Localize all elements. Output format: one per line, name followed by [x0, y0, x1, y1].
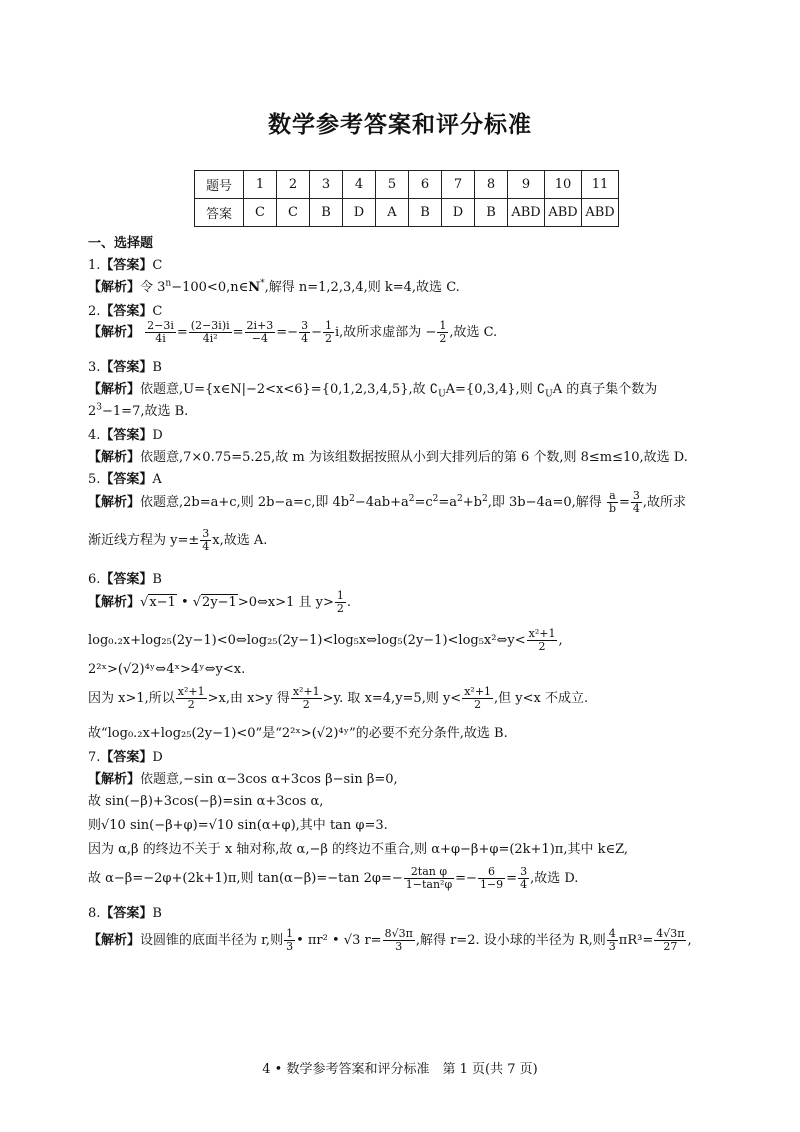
table-row [195, 171, 619, 199]
table-row [195, 199, 619, 227]
question-number: 11 [582, 171, 619, 199]
answer-cell: B [310, 199, 343, 227]
question-number: 5 [376, 171, 409, 199]
question-3-analysis-cont: $2^3-1=7$,故选 B. [88, 402, 189, 419]
section-heading: 一、选择题 [88, 236, 154, 251]
question-1-analysis: 【解析】令 $3^n-100<0,n\in N^*$,解得 n=1,2,3,4,则 k=4,故选 C. [88, 278, 460, 295]
question-3-answer: 3.【答案】B [88, 360, 162, 375]
question-number: 8 [475, 171, 508, 199]
question-7-line-3: 则√10 sin(−β+φ)=√10 sin(α+φ),其中 tan φ=3. [88, 818, 388, 833]
answer-cell: D [442, 199, 475, 227]
question-7-line-4: 因为 α,β 的终边不关于 x 轴对称,故 α,−β 的终边不重合,则 α+φ−β+φ=(2k+1)π,其中 k∈Z, [88, 842, 629, 857]
question-5-analysis-cont: 渐近线方程为 y=± $\frac{3}{4}$ x,故选 A. [88, 527, 268, 554]
question-number: 3 [310, 171, 343, 199]
answer-table [194, 170, 619, 227]
question-7-line-2: 故 sin(−β)+3cos(−β)=sin α+3cos α, [88, 794, 324, 809]
page-footer: 4 • 数学参考答案和评分标准 第 1 页(共 7 页) [262, 1062, 538, 1077]
answer-cell: C [244, 199, 277, 227]
answer-cell: C [277, 199, 310, 227]
question-6-line-2: log₀.₂x+log₂₅(2y−1)<0⇔log₂₅(2y−1)<log₅x⇔log₅(2y−1)<log₅x²⇔y< $\frac{\text{x²+1}}{2}$ , [88, 627, 563, 654]
answer-cell: D [343, 199, 376, 227]
question-6-line-5: 故“log₀.₂x+log₂₅(2y−1)<0”是“2²ˣ>(√2)⁴ʸ”的必要不充分条件,故选 B. [88, 726, 508, 741]
question-3-analysis: 【解析】依题意,U={x∈N|−2<x<6}={0,1,2,3,4,5},故 $∁_UA=\{0,3,4\}$,则 $∁_UA$ 的真子集个数为 [88, 382, 658, 400]
question-8-answer: 8.【答案】B [88, 906, 162, 921]
question-7-analysis: 【解析】依题意,−sin α−3cos α+3cos β−sin β=0, [88, 772, 398, 787]
question-number: 4 [343, 171, 376, 199]
question-number: 1 [244, 171, 277, 199]
question-4-answer: 4.【答案】D [88, 428, 163, 443]
question-6-analysis: 【解析】√x−1 • √2y−1>0⇔x>1 且 y> $\frac{1}{2}$ . [88, 589, 352, 616]
question-6-line-4: 因为 x>1,所以 $\frac{\text{x²+1}}{2}$ >x,由 x>y 得 $\frac{\text{x²+1}}{2}$ >y. 取 x=4,y=5,则 y< $\frac{\text{x²+1}}{2}$ ,但 y<x 不成立. [88, 685, 589, 712]
question-4-analysis: 【解析】依题意,7×0.75=5.25,故 m 为该组数据按照从小到大排列后的第 6 个数,则 8≤m≤10,故选 D. [88, 450, 688, 465]
question-number: 6 [409, 171, 442, 199]
answer-cell: B [409, 199, 442, 227]
question-2-answer: 2.【答案】C [88, 304, 163, 319]
answer-cell: ABD [508, 199, 545, 227]
question-6-line-3: 2²ˣ>(√2)⁴ʸ⇔4ˣ>4ʸ⇔y<x. [88, 662, 246, 677]
page-title: 数学参考答案和评分标准 [268, 112, 532, 138]
answer-cell: B [475, 199, 508, 227]
question-2-analysis: 【解析】 $\frac{2-3i}{4i}$ = $\frac{(2-3i)i}{\text{4i²}}$ = $\frac{2i+3}{-4}$ =− $\frac{3}{4}$ − $\frac{1}{2}$ i,故所求虚部为 − $\frac{1}{2}$ ,故选 C. [88, 319, 498, 346]
question-number: 10 [545, 171, 582, 199]
question-7-line-5: 故 α−β=−2φ+(2k+1)π,则 tan(α−β)=−tan 2φ=− $\frac{\text{2tan φ}}{\text{1−tan²φ}}$ =− $\frac{6}{1-9}$ = $\frac{3}{4}$ ,故选 D. [88, 865, 579, 892]
question-7-answer: 7.【答案】D [88, 750, 163, 765]
question-5-analysis: 【解析】依题意,2b=a+c,则 2b−a=c,即 $4b^2-4ab+a^2=c^2=a^2+b^2$,即 3b−4a=0,解得 $\frac{a}{b}$ = $\frac{3}{4}$ ,故所求 [88, 489, 687, 516]
answer-cell: A [376, 199, 409, 227]
table-header-cell: 答案 [195, 199, 244, 227]
answer-cell: ABD [545, 199, 582, 227]
question-6-answer: 6.【答案】B [88, 572, 162, 587]
answer-cell: ABD [582, 199, 619, 227]
question-5-answer: 5.【答案】A [88, 472, 162, 487]
question-number: 2 [277, 171, 310, 199]
table-header-cell: 题号 [195, 171, 244, 199]
question-8-analysis: 【解析】设圆锥的底面半径为 r,则 $\frac{1}{3}$ • πr² • √3 r= $\frac{8√3\pi}{3}$ ,解得 r=2. 设小球的半径为 R,则 $\frac{4}{3}$ πR³= $\frac{4√3\pi}{27}$ , [88, 927, 692, 954]
question-number: 9 [508, 171, 545, 199]
question-number: 7 [442, 171, 475, 199]
question-1-answer: 1.【答案】C [88, 258, 163, 273]
